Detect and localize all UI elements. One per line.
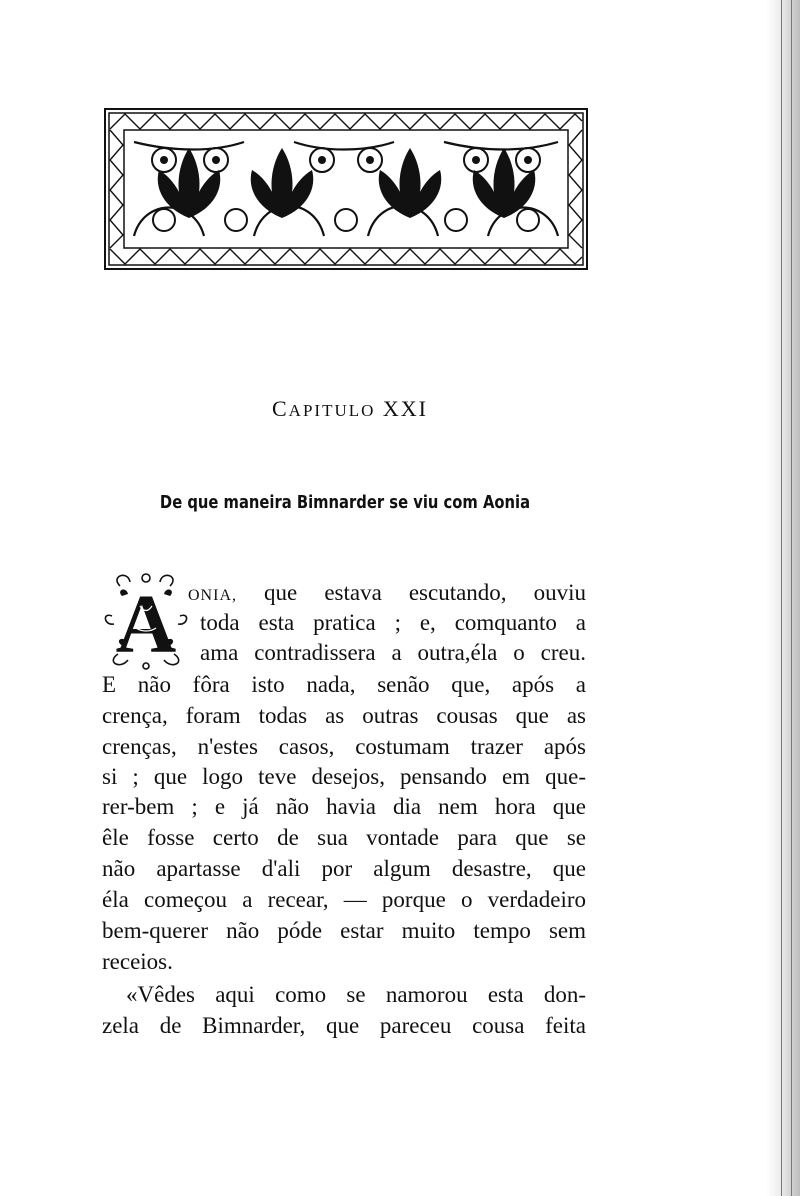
text-line: crença, foram todas as outras cousas que as	[102, 703, 586, 728]
text-line: não apartasse d'ali por algum desastre, que	[102, 856, 586, 881]
text-line-rest: que estava escutando, ouviu	[237, 580, 586, 605]
chapter-prefix: C	[271, 396, 289, 421]
dropcap-continuation: ONIA,	[188, 587, 237, 604]
text-line: «Vêdes aqui como se namorou esta don-	[126, 982, 586, 1007]
text-line: zela de Bimnarder, que pareceu cousa feita	[102, 1013, 586, 1038]
text-line: toda esta pratica ; e, comquanto a	[200, 610, 586, 635]
page-edge-line	[791, 0, 792, 1196]
text-line: crenças, n'estes casos, costumam trazer após	[102, 734, 586, 759]
page-edge-shadow	[766, 0, 800, 1196]
text-line: éla começou a recear, — porque o verdadeiro	[102, 887, 586, 912]
ornamental-dropcap	[100, 566, 192, 672]
ornamental-header-band	[104, 108, 588, 270]
chapter-numeral: XXI	[382, 396, 428, 421]
text-line: êle fosse certo de sua vontade para que se	[102, 825, 586, 850]
text-line: receios.	[102, 949, 173, 974]
chapter-word: APITULO	[288, 401, 376, 420]
text-line: E não fôra isto nada, senão que, após a	[102, 672, 586, 697]
chapter-subtitle: De que maneira Bimnarder se viu com Aonia	[159, 492, 531, 513]
text-line: rer-bem ; e já não havia dia nem hora que	[102, 794, 586, 819]
page-edge-line	[781, 0, 782, 1196]
chapter-heading	[0, 396, 700, 422]
text-line: bem-querer não póde estar muito tempo sem	[102, 918, 586, 943]
text-line: ama contradissera a outra,éla o creu.	[200, 640, 586, 665]
text-line	[188, 578, 586, 611]
text-line: si ; que logo teve desejos, pensando em que-	[102, 764, 586, 789]
dropcap-letter: A	[115, 578, 177, 671]
